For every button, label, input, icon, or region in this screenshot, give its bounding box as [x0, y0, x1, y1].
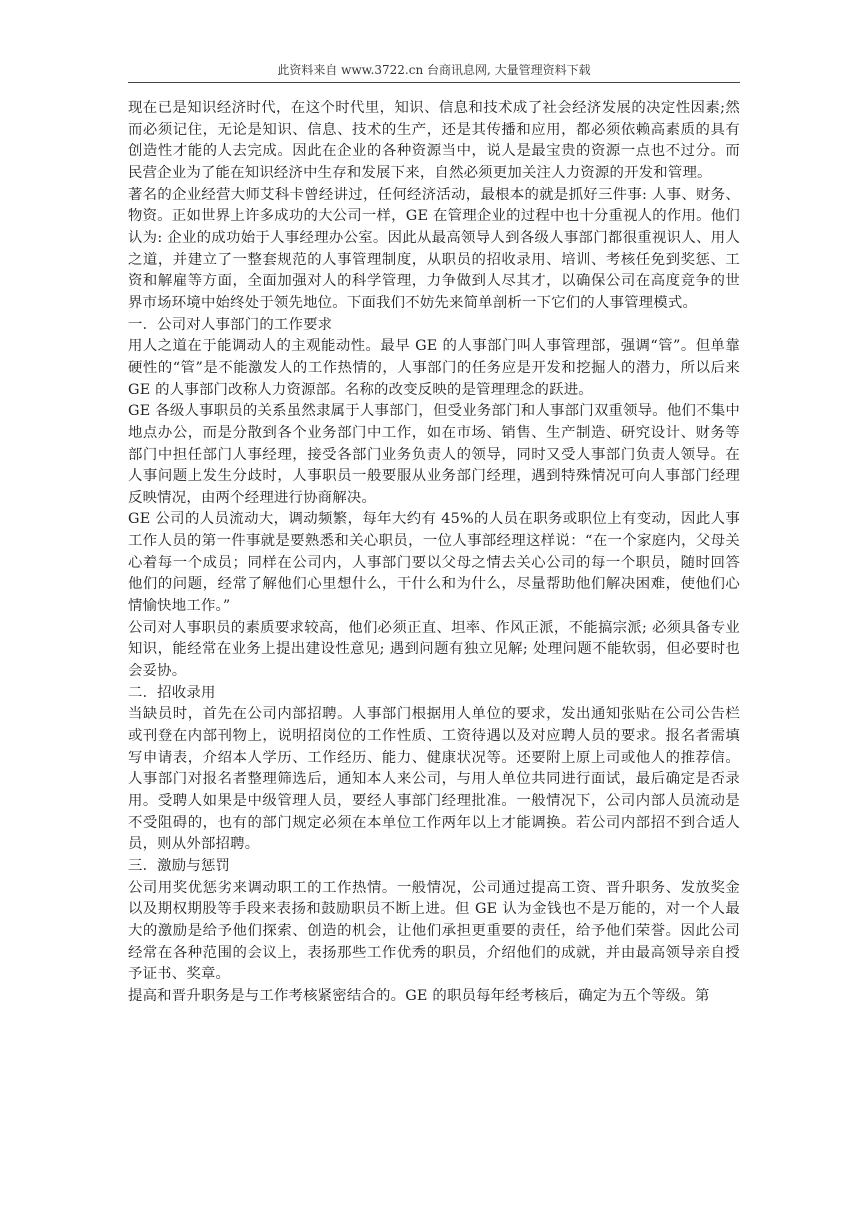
paragraph-knowledge-economy: 现在已是知识经济时代，在这个时代里，知识、信息和技术成了社会经济发展的决定性因素;然而必须记住，无论是知识、信息、技术的生产，还是其传播和应用，都必须依赖高素质的具有创造性才能的人去完成。因此在企业的各种资源当中，说人是最宝贵的资源一点也不过分。而民营企业为了能在知识经济中生存和发展下来，自然必须更加关注人力资源的开发和管理。	[128, 100, 740, 181]
section-heading-3: 三．激励与惩罚	[128, 857, 231, 874]
paragraph-hr-naming: 用人之道在于能调动人的主观能动性。最早 GE 的人事部门叫人事管理部，强调“管”。但单靠硬性的“管”是不能激发人的工作热情的，人事部门的任务应是开发和挖掘人的潜力，所以后来 GE 的人事部门改称人力资源部。名称的改变反映的是管理理念的跃进。	[128, 338, 740, 398]
paragraph-staff-mobility: GE 公司的人员流动大，调动频繁，每年大约有 45%的人员在职务或职位上有变动，因此人事工作人员的第一件事就是要熟悉和关心职员，一位人事部经理这样说：“在一个家庭内，父母关心着每一个成员；同样在公司内，人事部门要以父母之情去关心公司的每一个职员，随时回答他们的问题，经常了解他们心里想什么，干什么和为什么，尽量帮助他们解决困难，使他们心情愉快地工作。”	[128, 511, 740, 615]
document-body	[128, 98, 740, 1008]
section-heading-1: 一．公司对人事部门的工作要求	[128, 316, 333, 333]
paragraph-hr-qualities: 公司对人事职员的素质要求较高，他们必须正直、坦率、作风正派，不能搞宗派; 必须具备专业知识，能经常在业务上提出建设性意见; 遇到问题有独立见解; 处理问题不能软弱，但必要时也会妥协。	[128, 619, 740, 680]
paragraph-iacocca-ge: 著名的企业经营大师艾科卡曾经讲过，任何经济活动，最根本的就是抓好三件事: 人事、财务、物资。正如世界上许多成功的大公司一样，GE 在管理企业的过程中也十分重视人的作用。他们认为: 企业的成功始于人事经理办公室。因此从最高领导人到各级人事部门都很重视识人、用人之道，并建立了一整套规范的人事管理制度，从职员的招收录用、培训、考核任免到奖惩、工资和解雇等方面，全面加强对人的科学管理，力争做到人尽其才，以确保公司在高度竞争的世界市场环境中始终处于领先地位。下面我们不妨先来简单剖析一下它们的人事管理模式。	[128, 186, 740, 311]
header-source-text: 此资料来自 www.3722.cn 台商讯息网, 大量管理资料下载	[277, 63, 591, 77]
paragraph-promotion: 提高和晋升职务是与工作考核紧密结合的。GE 的职员每年经考核后，确定为五个等级。第	[128, 987, 710, 1004]
paragraph-recruitment: 当缺员时，首先在公司内部招聘。人事部门根据用人单位的要求，发出通知张贴在公司公告栏或刊登在内部刊物上，说明招岗位的工作性质、工资待遇以及对应聘人员的要求。报名者需填写申请表，介绍本人学历、工作经历、能力、健康状况等。还要附上原上司或他人的推荐信。人事部门对报名者整理筛选后，通知本人来公司，与用人单位共同进行面试，最后确定是否录用。受聘人如果是中级管理人员，要经人事部门经理批准。一般情况下，公司内部人员流动是不受阻碍的，也有的部门规定必须在本单位工作两年以上才能调换。若公司内部招不到合适人员，则从外部招聘。	[128, 706, 740, 853]
page-header	[128, 60, 740, 83]
paragraph-dual-leadership: GE 各级人事职员的关系虽然隶属于人事部门，但受业务部门和人事部门双重领导。他们不集中地点办公，而是分散到各个业务部门中工作，如在市场、销售、生产制造、研究设计、财务等部门中担任部门人事经理，接受各部门业务负责人的领导，同时又受人事部门负责人领导。在人事问题上发生分歧时，人事职员一般要服从业务部门经理，遇到特殊情况可向人事部门经理反映情况，由两个经理进行协商解决。	[128, 403, 740, 506]
paragraph-incentives: 公司用奖优惩劣来调动职工的工作热情。一般情况，公司通过提高工资、晋升职务、发放奖金以及期权期股等手段来表扬和鼓励职员不断上进。但 GE 认为金钱也不是万能的，对一个人最大的激励是给予他们探索、创造的机会，让他们承担更重要的责任，给予他们荣誉。因此公司经常在各种范围的会议上，表扬那些工作优秀的职员，介绍他们的成就，并由最高领导亲自授予证书、奖章。	[128, 879, 740, 983]
section-heading-2: 二．招收录用	[128, 684, 216, 701]
